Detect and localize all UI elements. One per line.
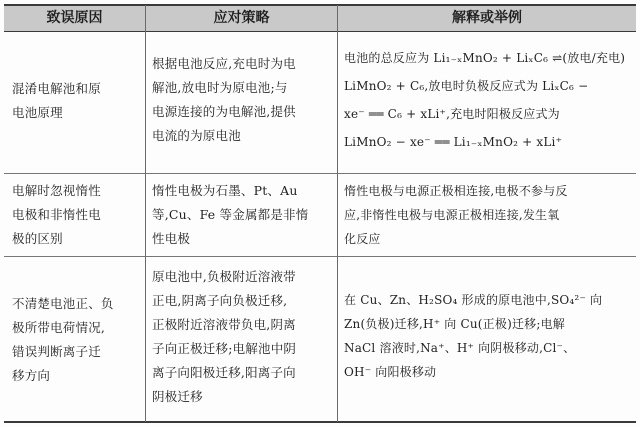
row-3-cause-line: 错误判断离子迁 [12,344,101,359]
row-2-cause [12,179,140,251]
row-3-strategy-line: 离子向阳极迁移,阳离子向 [152,365,296,380]
row-2-example-line: 惰性电极与电源正极相连接,电极不参与反 [344,184,568,198]
column-divider-1 [145,5,146,422]
row-1-example-line: LiMnO₂ − xe⁻ ══ Li₁₋ₓMnO₂ + xLi⁺ [344,135,563,149]
row-1-cause-line: 电池原理 [12,105,63,120]
row-2-strategy-line: 等,Cu、Fe 等金属都是非惰 [152,207,309,222]
row-divider-2 [4,256,636,257]
row-2-example [344,179,632,251]
row-3-cause-line: 极所带电荷情况, [12,320,106,335]
row-2-strategy-line: 性电极 [152,231,191,246]
row-3-strategy-line: 原电池中,负极附近溶液带 [152,269,296,284]
row-3-strategy [152,265,332,409]
row-2-example-line: 应,非惰性电极与电源正极相连接,发生氧 [344,208,560,222]
row-1-cause [12,77,140,125]
table-bottom-rule [4,421,636,423]
row-1-example-line: xe⁻ ══ C₆ + xLi⁺,充电时阳极反应式为 [344,107,560,121]
header-example: 解释或举例 [452,10,522,26]
row-3-example [344,288,632,384]
row-1-strategy-line: 电源连接的为电解池,提供 [152,104,296,119]
row-2-cause-line: 电解时忽视惰性 [12,183,101,198]
row-3-cause [12,292,140,388]
row-2-cause-line: 电极和非惰性电 [12,207,101,222]
row-2-strategy-line: 惰性电极为石墨、Pt、Au [152,183,298,198]
row-2-strategy [152,179,332,251]
row-divider-1 [4,173,636,174]
row-3-strategy-line: 正极附近溶液带负电,阴离 [152,317,296,332]
row-1-strategy-line: 解池,放电时为原电池;与 [152,80,288,95]
row-3-cause-line: 不清楚电池正、负 [12,296,114,311]
header-strategy: 应对策略 [213,10,270,26]
row-1-example-line: 电池的总反应为 Li₁₋ₓMnO₂ + LiₓC₆ ⇌(放电/充电) [344,51,626,65]
row-1-strategy-line: 电流的为原电池 [152,128,241,143]
row-3-example-line: NaCl 溶液时,Na⁺、H⁺ 向阴极移动,Cl⁻、 [344,341,576,355]
row-1-cause-line: 混淆电解池和原 [12,81,101,96]
row-3-strategy-line: 正电,阴离子向负极迁移, [152,293,288,308]
column-divider-2 [337,5,338,422]
header-rule [4,31,636,32]
row-1-strategy [152,52,332,148]
row-1-strategy-line: 根据电池反应,充电时为电 [152,56,296,71]
row-3-example-line: 在 Cu、Zn、H₂SO₄ 形成的原电池中,SO₄²⁻ 向 [344,293,603,307]
row-3-cause-line: 移方向 [12,368,51,383]
header-cause: 致误原因 [46,10,103,26]
row-2-cause-line: 极的区别 [12,231,63,246]
row-1-example-line: LiMnO₂ + C₆,放电时负极反应式为 LiₓC₆ − [344,79,589,93]
row-3-strategy-line: 子向正极迁移;电解池中阴 [152,341,297,356]
row-3-example-line: OH⁻ 向阳极移动 [344,365,437,379]
row-3-example-line: Zn(负极)迁移,H⁺ 向 Cu(正极)迁移;电解 [344,317,565,331]
row-1-example [344,44,632,156]
row-3-strategy-line: 阴极迁移 [152,389,203,404]
row-2-example-line: 化反应 [344,232,381,246]
